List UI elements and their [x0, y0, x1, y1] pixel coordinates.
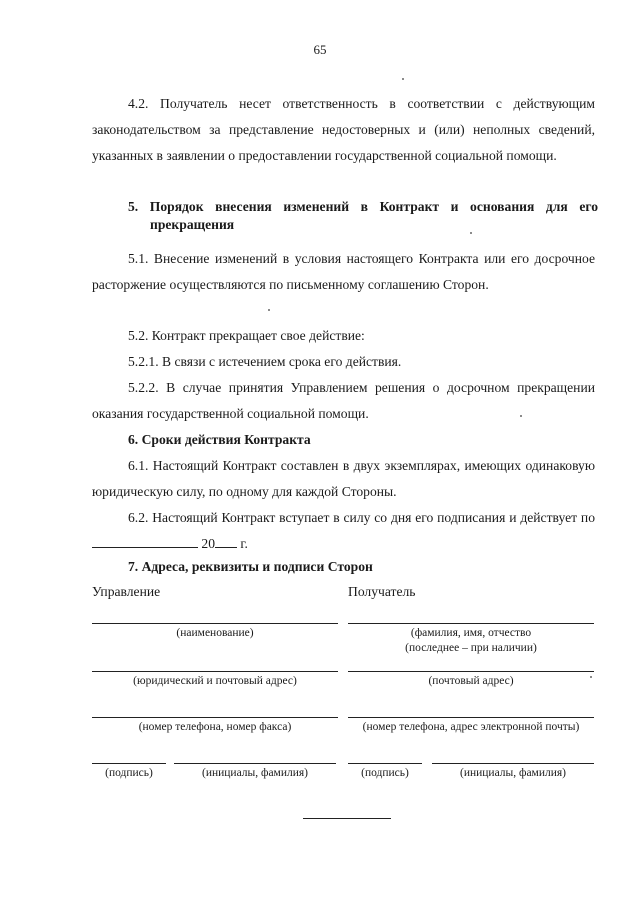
scan-speck: [268, 309, 270, 311]
page-number: 65: [313, 42, 327, 57]
paragraph-5-2-2: 5.2.2. В случае принятия Управлением решения о досрочном прекращении оказания государственной социальной помощи.: [92, 380, 595, 421]
left-initials-line: [174, 763, 336, 764]
right-address-line: [348, 671, 594, 672]
year-suffix: г.: [240, 536, 248, 551]
paragraph-6-1: 6.1. Настоящий Контракт составлен в двух экземплярах, имеющих одинаковую юридическую силу, по одному для каждой Стороны.: [92, 458, 595, 499]
left-phone-line: [92, 717, 338, 718]
right-initials-line: [432, 763, 594, 764]
right-phone-line: [348, 717, 594, 718]
heading-section-5-line2: прекращения: [150, 217, 235, 232]
scan-speck: [590, 676, 592, 678]
right-address-caption: (почтовый адрес): [428, 675, 514, 687]
scan-speck: [470, 232, 472, 234]
scan-speck: [520, 415, 522, 417]
right-initials-caption: (инициалы, фамилия): [459, 767, 567, 779]
left-initials-caption: (инициалы, фамилия): [201, 767, 309, 779]
year-prefix: 20: [201, 536, 215, 551]
right-name-caption-2: (последнее – при наличии): [405, 642, 537, 654]
right-name-line: [348, 623, 594, 624]
right-sign-caption: (подпись): [361, 767, 409, 779]
paragraph-5-2-1: 5.2.1. В связи с истечением срока его действия.: [128, 354, 402, 369]
heading-section-6: 6. Сроки действия Контракта: [128, 432, 311, 447]
right-sign-line: [348, 763, 422, 764]
left-sign-caption: (подпись): [105, 767, 153, 779]
scan-speck: [402, 78, 404, 80]
date-blank-field: [92, 535, 198, 548]
right-party-title: Получатель: [348, 584, 416, 599]
left-address-caption: (юридический и почтовый адрес): [133, 675, 297, 687]
left-sign-line: [92, 763, 166, 764]
heading-section-5-line1: 5. Порядок внесения изменений в Контракт и основания для его: [128, 199, 598, 214]
left-name-line: [92, 623, 338, 624]
left-party-title: Управление: [92, 584, 161, 599]
right-name-caption-1: (фамилия, имя, отчество: [410, 627, 532, 639]
left-phone-caption: (номер телефона, номер факса): [138, 721, 292, 733]
left-name-caption: (наименование): [176, 627, 254, 639]
right-phone-caption: (номер телефона, адрес электронной почты): [362, 721, 580, 733]
paragraph-5-1: 5.1. Внесение изменений в условия настоящего Контракта или его досрочное расторжение осуществляются по письменному соглашению Сторон.: [92, 251, 595, 292]
end-separator-line: [303, 818, 391, 819]
paragraph-4-2: 4.2. Получатель несет ответственность в соответствии с действующим законодательством за представление недостоверных и (или) неполных сведений, указанных в заявлении о предоставлении государственной социальной помощи.: [92, 96, 595, 163]
paragraph-6-2-text: 6.2. Настоящий Контракт вступает в силу со дня его подписания и действует по: [128, 510, 595, 525]
left-address-line: [92, 671, 338, 672]
heading-section-7: 7. Адреса, реквизиты и подписи Сторон: [128, 559, 373, 574]
year-blank-field: [215, 535, 237, 548]
paragraph-6-2: [92, 505, 595, 557]
paragraph-5-2: 5.2. Контракт прекращает свое действие:: [128, 328, 365, 343]
